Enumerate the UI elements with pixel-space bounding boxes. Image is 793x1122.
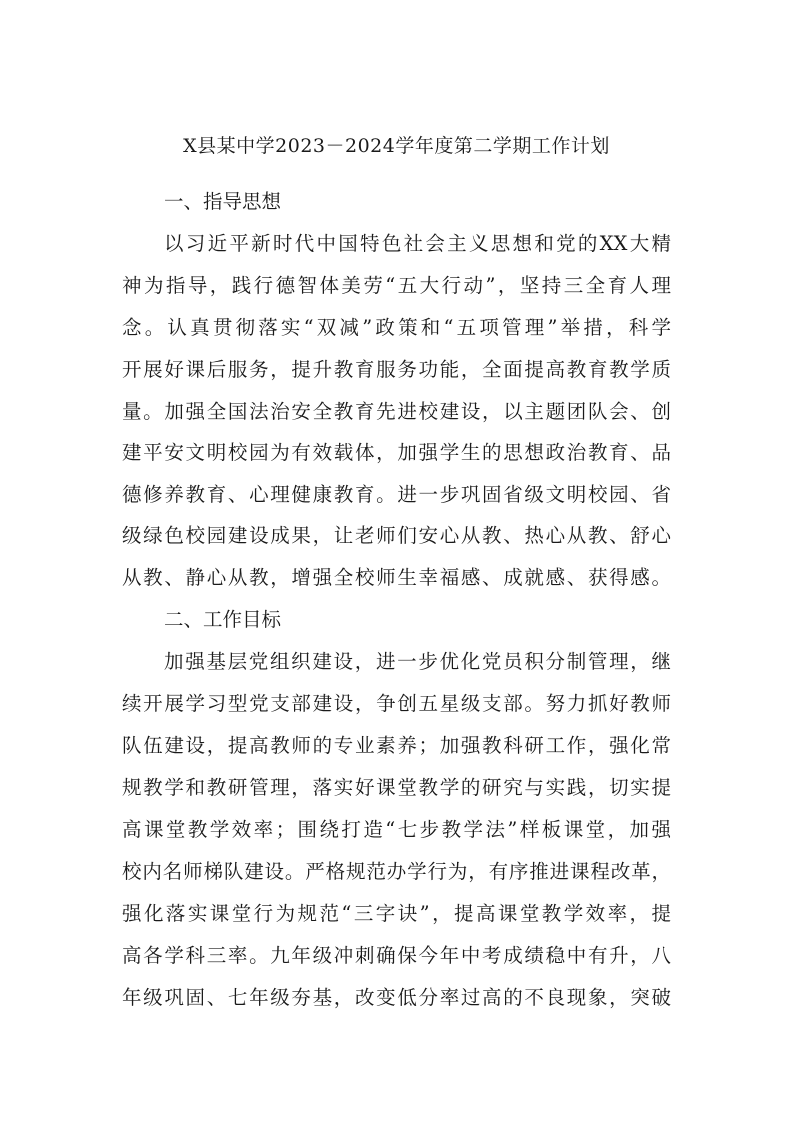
paragraph-line: 校内名师梯队建设。严格规范办学行为，有序推进课程改革， — [122, 860, 671, 883]
paragraph-line: 强化落实课堂行为规范“三字诀”，提高课堂教学效率，提 — [122, 902, 671, 925]
document-title: X县某中学2023－2024学年度第二学期工作计划 — [183, 135, 610, 157]
paragraph-line: 从教、静心从教，增强全校师生幸福感、成就感、获得感。 — [122, 566, 671, 589]
paragraph-line: 以习近平新时代中国特色社会主义思想和党的XX大精 — [164, 232, 671, 255]
paragraph-line: 队伍建设，提高教师的专业素养；加强教科研工作，强化常 — [122, 734, 671, 757]
paragraph-line: 续开展学习型党支部建设，争创五星级支部。努力抓好教师 — [122, 692, 671, 715]
paragraph-line: 建平安文明校园为有效载体，加强学生的思想政治教育、品 — [122, 441, 671, 464]
paragraph-line: 加强基层党组织建设，进一步优化党员积分制管理，继 — [164, 650, 671, 673]
paragraph-line: 高课堂教学效率；围绕打造“七步教学法”样板课堂，加强 — [122, 818, 671, 841]
paragraph-line: 级绿色校园建设成果，让老师们安心从教、热心从教、舒心 — [122, 524, 671, 547]
paragraph-line: 德修养教育、心理健康教育。进一步巩固省级文明校园、省 — [122, 483, 671, 506]
paragraph-line: 念。认真贯彻落实“双减”政策和“五项管理”举措，科学 — [122, 316, 671, 339]
paragraph-line: 规教学和教研管理，落实好课堂教学的研究与实践，切实提 — [122, 776, 671, 799]
paragraph-line: 量。加强全国法治安全教育先进校建设，以主题团队会、创 — [122, 400, 671, 423]
paragraph-line: 开展好课后服务，提升教育服务功能，全面提高教育教学质 — [122, 358, 671, 381]
section-heading-guiding-ideology: 一、指导思想 — [164, 190, 282, 213]
paragraph-line: 神为指导，践行德智体美劳“五大行动”，坚持三全育人理 — [122, 274, 671, 297]
paragraph-line: 高各学科三率。九年级冲刺确保今年中考成绩稳中有升，八 — [122, 944, 671, 967]
section-heading-work-goals: 二、工作目标 — [164, 608, 282, 631]
paragraph-line: 年级巩固、七年级夯基，改变低分率过高的不良现象，突破 — [122, 986, 671, 1009]
